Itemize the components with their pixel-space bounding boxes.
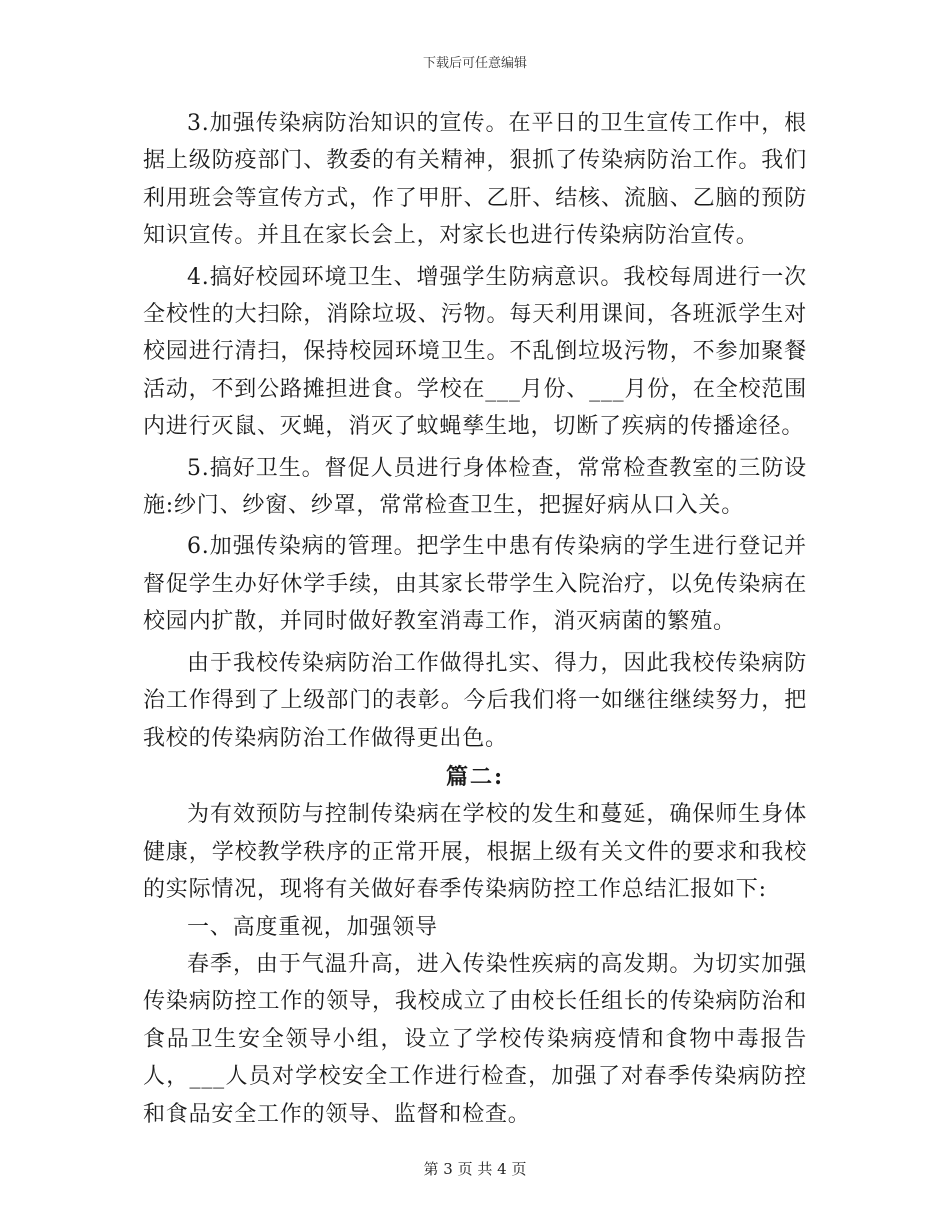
paragraph-conclusion: 由于我校传染病防治工作做得扎实、得力，因此我校传染病防治工作得到了上级部门的表彰。今后我们将一如继往继续努力，把我校的传染病防治工作做得更出色。 (143, 650, 807, 751)
paragraph-heading-1: 一、高度重视，加强领导 (187, 914, 438, 940)
paragraph-spring: 春季，由于气温升高，进入传染性疾病的高发期。为切实加强传染病防控工作的领导，我校成立了由校长任组长的传染病防治和食品卫生安全领导小组，设立了学校传染病疫情和食物中毒报告人，___人员对学校安全工作进行检查，加强了对春季传染病防控和食品安全工作的领导、监督和检查。 (143, 951, 807, 1127)
document-body (143, 105, 807, 1133)
paragraph-3: 3.加强传染病防治知识的宣传。在平日的卫生宣传工作中，根据上级防疫部门、教委的有关精神，狠抓了传染病防治工作。我们利用班会等宣传方式，作了甲肝、乙肝、结核、流脑、乙脑的预防知识宣传。并且在家长会上，对家长也进行传染病防治宣传。 (143, 111, 807, 249)
paragraph-4: 4.搞好校园环境卫生、增强学生防病意识。我校每周进行一次全校性的大扫除，消除垃圾、污物。每天利用课间，各班派学生对校园进行清扫，保持校园环境卫生。不乱倒垃圾污物，不参加聚餐活动，不到公路摊担进食。学校在___月份、___月份，在全校范围内进行灭鼠、灭蝇，消灭了蚊蝇孳生地，切断了疾病的传播途径。 (143, 264, 807, 440)
paragraph-5: 5.搞好卫生。督促人员进行身体检查，常常检查教室的三防设施:纱门、纱窗、纱罩，常常检查卫生，把握好病从口入关。 (143, 455, 807, 519)
paragraph-intro: 为有效预防与控制传染病在学校的发生和蔓延，确保师生身体健康，学校教学秩序的正常开展，根据上级有关文件的要求和我校的实际情况，现将有关做好春季传染病防控工作总结汇报如下: (143, 802, 807, 903)
paragraph-6: 6.加强传染病的管理。把学生中患有传染病的学生进行登记并督促学生办好休学手续，由其家长带学生入院治疗，以免传染病在校园内扩散，并同时做好教室消毒工作，消灭病菌的繁殖。 (143, 534, 807, 635)
section-title: 篇二: (445, 763, 505, 790)
page-header: 下载后可任意编辑 (422, 56, 527, 71)
page-footer: 第 3 页 共 4 页 (423, 1160, 527, 1178)
